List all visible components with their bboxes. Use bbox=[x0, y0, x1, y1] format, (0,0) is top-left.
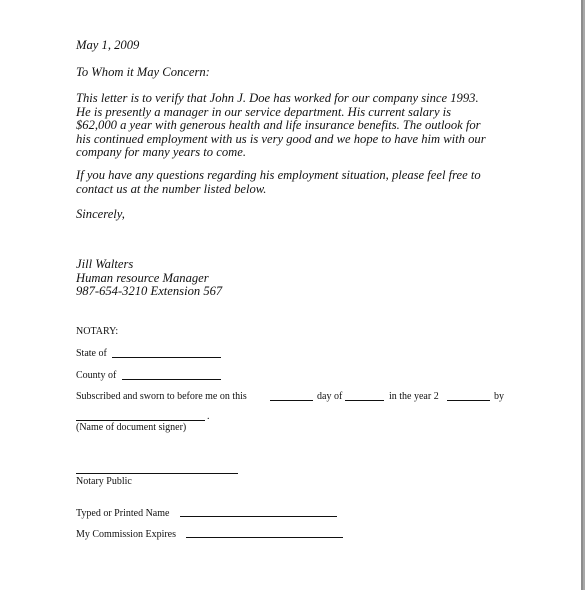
by-label: by bbox=[494, 391, 504, 402]
signer-title: Human resource Manager bbox=[76, 270, 209, 285]
notary-heading: NOTARY: bbox=[76, 326, 119, 337]
subscribed-date-field[interactable] bbox=[270, 400, 313, 401]
signer-period: . bbox=[207, 411, 210, 422]
signer-phone: 987-654-3210 Extension 567 bbox=[76, 284, 223, 299]
notary-signature-field[interactable] bbox=[76, 473, 238, 474]
signer-block bbox=[76, 258, 222, 299]
typed-name-label: Typed or Printed Name bbox=[76, 508, 170, 519]
county-field[interactable] bbox=[122, 379, 221, 380]
paragraph-line: company for many years to come. bbox=[76, 145, 246, 160]
paragraph-line: his continued employment with us is very good and we hope to have him with our bbox=[76, 131, 486, 146]
year-field[interactable] bbox=[447, 400, 490, 401]
letter-paragraph-2 bbox=[76, 169, 481, 196]
letter-paragraph-1 bbox=[76, 92, 486, 160]
in-the-year-label: in the year 2 bbox=[389, 391, 439, 402]
subscribed-text: Subscribed and sworn to before me on this bbox=[76, 391, 247, 402]
state-field[interactable] bbox=[112, 357, 221, 358]
letter-closing: Sincerely, bbox=[76, 207, 125, 221]
month-field[interactable] bbox=[345, 400, 384, 401]
document-signer-label: (Name of document signer) bbox=[76, 422, 187, 433]
signer-name: Jill Walters bbox=[76, 257, 134, 271]
day-of-label: day of bbox=[317, 391, 343, 402]
commission-label: My Commission Expires bbox=[76, 529, 177, 540]
paragraph-line: contact us at the number listed below. bbox=[76, 181, 267, 196]
document-signer-field[interactable] bbox=[76, 420, 205, 421]
typed-name-field[interactable] bbox=[180, 516, 337, 517]
state-label: State of bbox=[76, 348, 107, 359]
paragraph-line: $62,000 a year with generous health and life insurance benefits. The outlook for bbox=[76, 118, 481, 133]
letter-date: May 1, 2009 bbox=[76, 38, 140, 52]
county-label: County of bbox=[76, 370, 117, 381]
paragraph-line: He is presently a manager in our service department. His current salary is bbox=[76, 104, 452, 119]
paragraph-line: If you have any questions regarding his employment situation, please feel free to bbox=[76, 168, 481, 182]
notary-public-label: Notary Public bbox=[76, 476, 132, 487]
commission-field[interactable] bbox=[186, 537, 343, 538]
paragraph-line: This letter is to verify that John J. Doe has worked for our company since 1993. bbox=[76, 91, 479, 105]
letter-salutation: To Whom it May Concern: bbox=[76, 65, 210, 79]
